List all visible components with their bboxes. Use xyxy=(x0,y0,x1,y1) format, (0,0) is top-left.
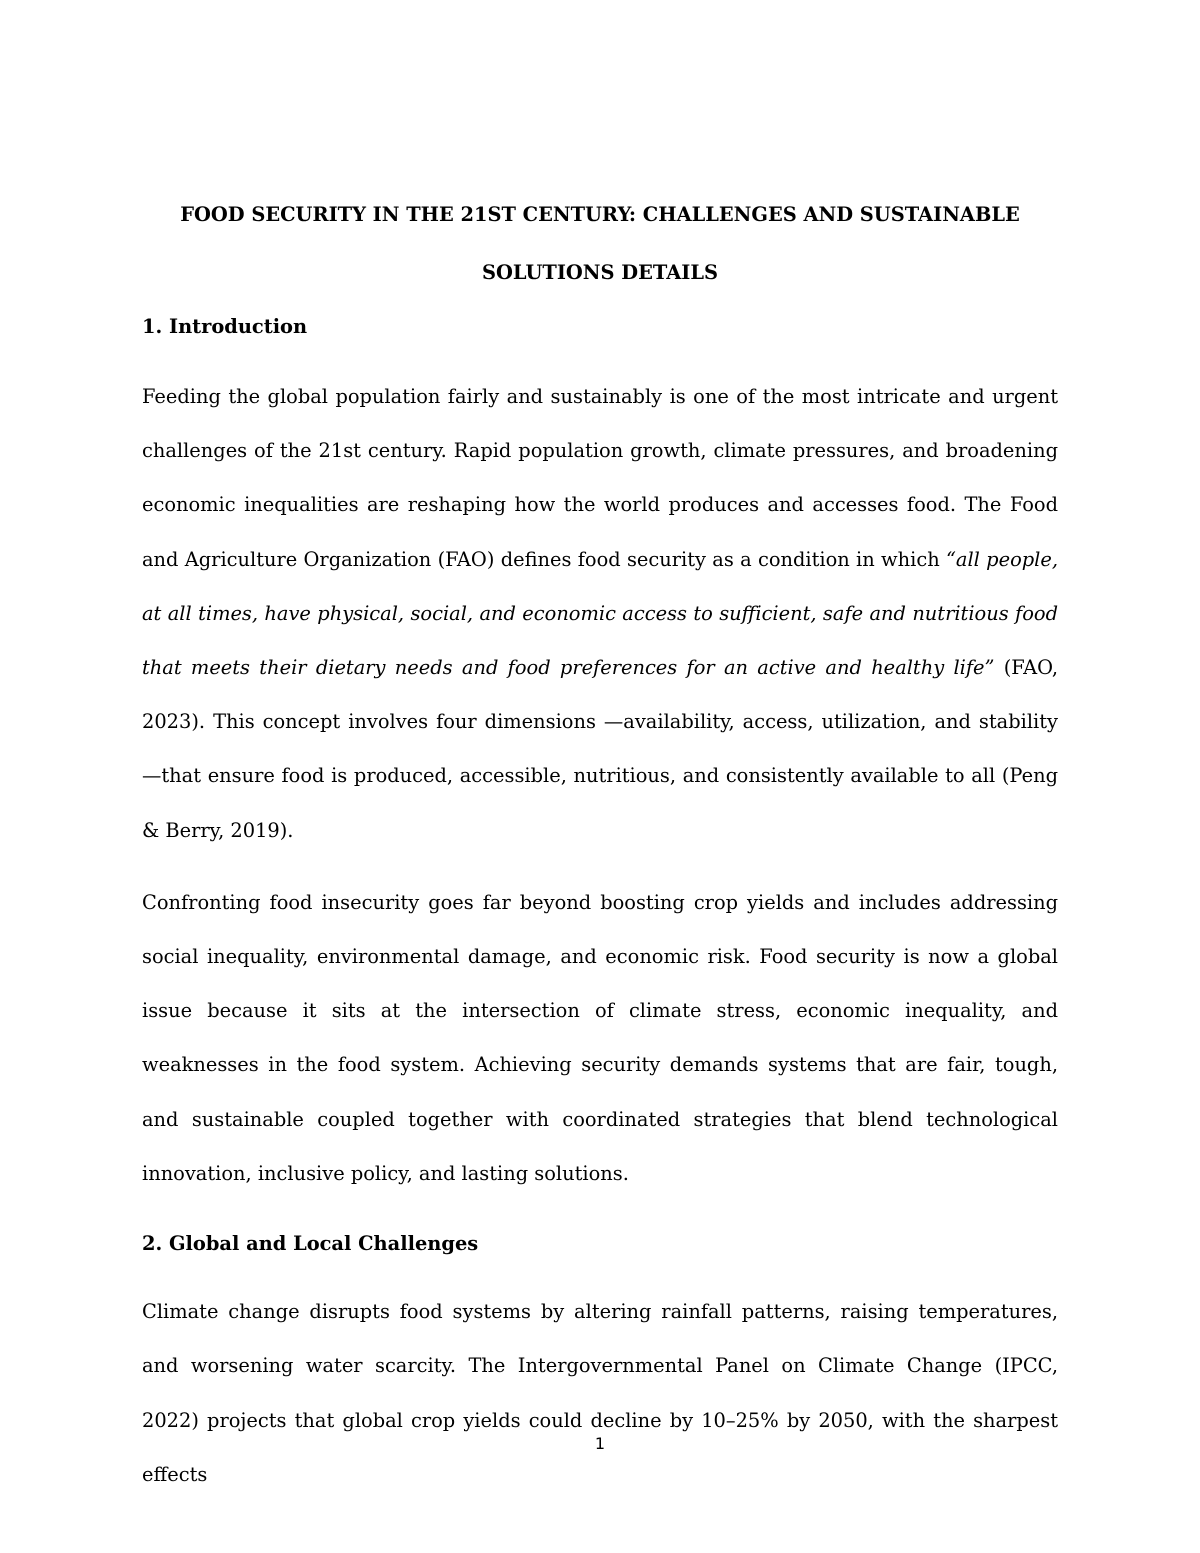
paragraph-introduction-1 xyxy=(142,370,1058,858)
paragraph-text: Feeding the global population fairly and sustainably is one of the most intricate and urgent challenges of the 21st century. Rapid population growth, climate pressures, and broadening economic inequalities are reshaping how the world produces and accesses food. The Food and Agriculture Organization (FAO) defines food security as a condition in which xyxy=(142,385,1058,571)
page-number: 1 xyxy=(594,1434,606,1453)
paragraph-introduction-2: Confronting food insecurity goes far beyond boosting crop yields and includes addressing social inequality, environmental damage, and economic risk. Food security is now a global issue because it sits at the intersection of climate stress, economic inequality, and weaknesses in the food system. Achieving security demands systems that are fair, tough, and sustainable coupled together with coordinated strategies that blend technological innovation, inclusive policy, and lasting solutions. xyxy=(142,890,1058,1185)
section-heading-introduction: 1. Introduction xyxy=(142,315,308,338)
section-heading-challenges: 2. Global and Local Challenges xyxy=(142,1232,479,1256)
fao-definition-quote: “all people, at all times, have physical, social, and economic access to sufficient, safe and nutritious food that meets their dietary needs and food preferences for an active and healthy life” xyxy=(142,547,1058,680)
paragraph-challenges-1: Climate change disrupts food systems by altering rainfall patterns, raising temperatures, and worsening water scarcity. The Intergovernmental Panel on Climate Change (IPCC, 2022) projects that global crop yields could decline by 10–25% by 2050, with the sharpest effects xyxy=(142,1300,1058,1486)
document-body xyxy=(142,186,1058,1502)
paragraph-text: (FAO, 2023). This concept involves four dimensions —availability, access, utilization, and stability—that ensure food is produced, accessible, nutritious, and consistently available to all (Peng & Berry, 2019). xyxy=(142,656,1058,842)
document-title: FOOD SECURITY IN THE 21ST CENTURY: CHALLENGES AND SUSTAINABLE SOLUTIONS DETAILS xyxy=(180,203,1020,284)
